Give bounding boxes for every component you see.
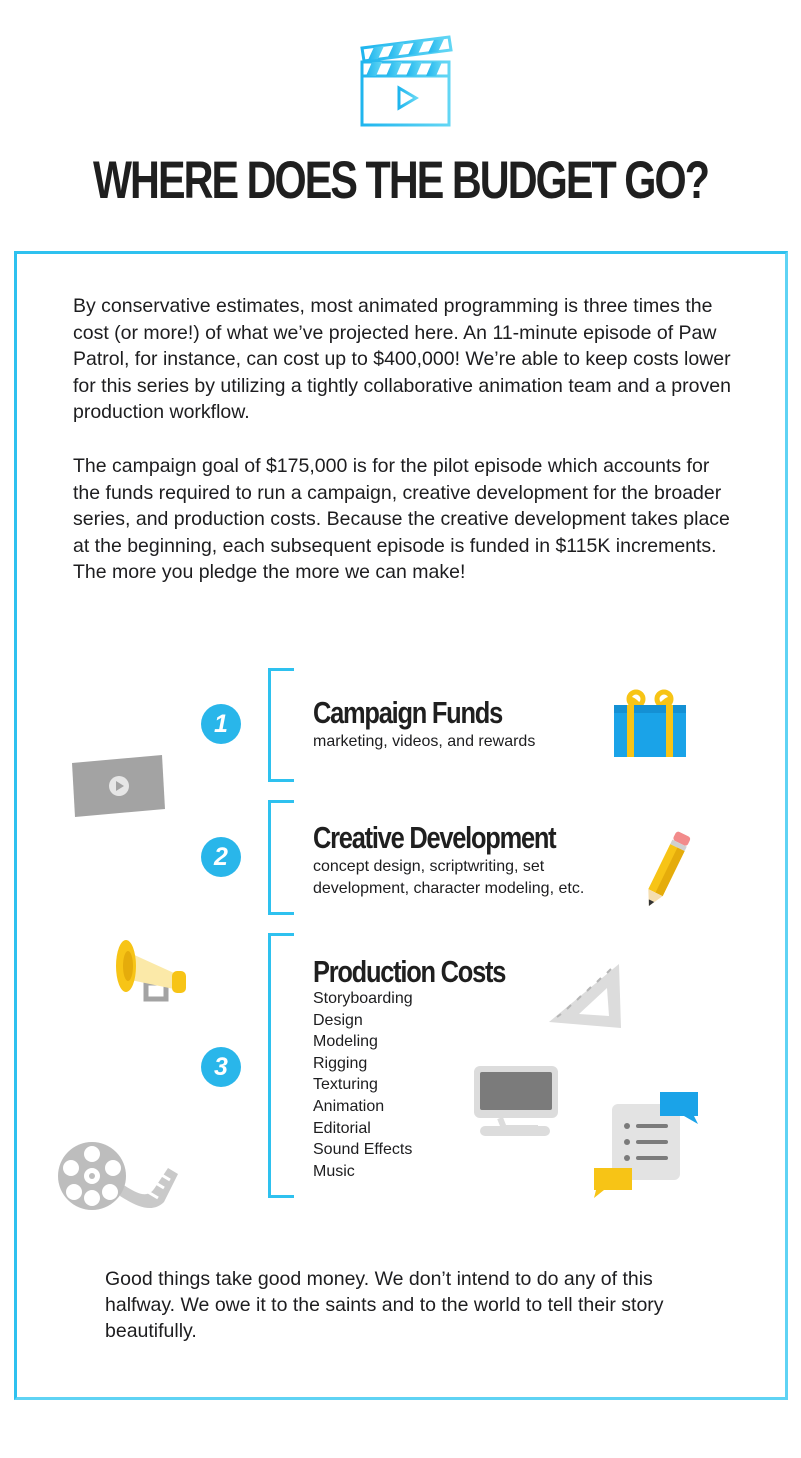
step-number-3: 3: [201, 1047, 241, 1087]
bracket-campaign-funds: [268, 668, 294, 782]
bracket-production-costs: [268, 933, 294, 1198]
page-title: WHERE DOES THE BUDGET GO?: [92, 151, 709, 210]
list-item: Modeling: [313, 1033, 378, 1051]
closing-paragraph: Good things take good money. We don’t intend to do any of this halfway. We owe it to the saints and to the world to tell their story beautifully.: [105, 1268, 664, 1342]
creative-development-heading: Creative Development: [313, 820, 556, 855]
step-number-2: 2: [201, 837, 241, 877]
creative-development-description: concept design, scriptwriting, set development, character modeling, etc.: [313, 858, 585, 897]
chat-document-icon: [590, 1090, 702, 1200]
bracket-creative-development: [268, 800, 294, 915]
step-number-1: 1: [201, 704, 241, 744]
list-item: Sound Effects: [313, 1141, 413, 1159]
intro-paragraph-2: The campaign goal of $175,000 is for the pilot episode which accounts for the funds required to run a campaign, creative development for the broader series, and production costs. Because the creative development takes place at the beginning, each subsequent episode is funded in $115K increments. The more you pledge the more we can make!: [73, 455, 730, 583]
campaign-funds-description: marketing, videos, and rewards: [313, 733, 536, 750]
megaphone-icon: [112, 939, 190, 1005]
list-item: Editorial: [313, 1119, 371, 1137]
campaign-funds-heading: Campaign Funds: [313, 695, 502, 730]
list-item: Texturing: [313, 1076, 378, 1094]
list-item: Storyboarding: [313, 990, 413, 1007]
production-costs-heading: Production Costs: [313, 954, 506, 989]
computer-monitor-icon: [470, 1062, 560, 1138]
video-player-icon: [70, 753, 167, 819]
list-item: Design: [313, 1011, 363, 1029]
production-costs-list: [313, 988, 413, 1182]
triangle-ruler-icon: [547, 962, 625, 1030]
gift-icon: [612, 687, 688, 757]
intro-paragraph-1: By conservative estimates, most animated programming is three times the cost (or more!) of what we’ve projected here. An 11-minute episode of Paw Patrol, for instance, can cost up to $400,000! We’re able to keep costs lower for this series by utilizing a tightly collaborative animation team and a proven production workflow.: [73, 295, 731, 423]
list-item: Music: [313, 1162, 355, 1180]
clapperboard-icon: [356, 34, 454, 128]
film-reel-icon: [56, 1140, 182, 1214]
list-item: Rigging: [313, 1054, 368, 1072]
pencil-icon: [640, 828, 692, 914]
list-item: Animation: [313, 1097, 385, 1115]
